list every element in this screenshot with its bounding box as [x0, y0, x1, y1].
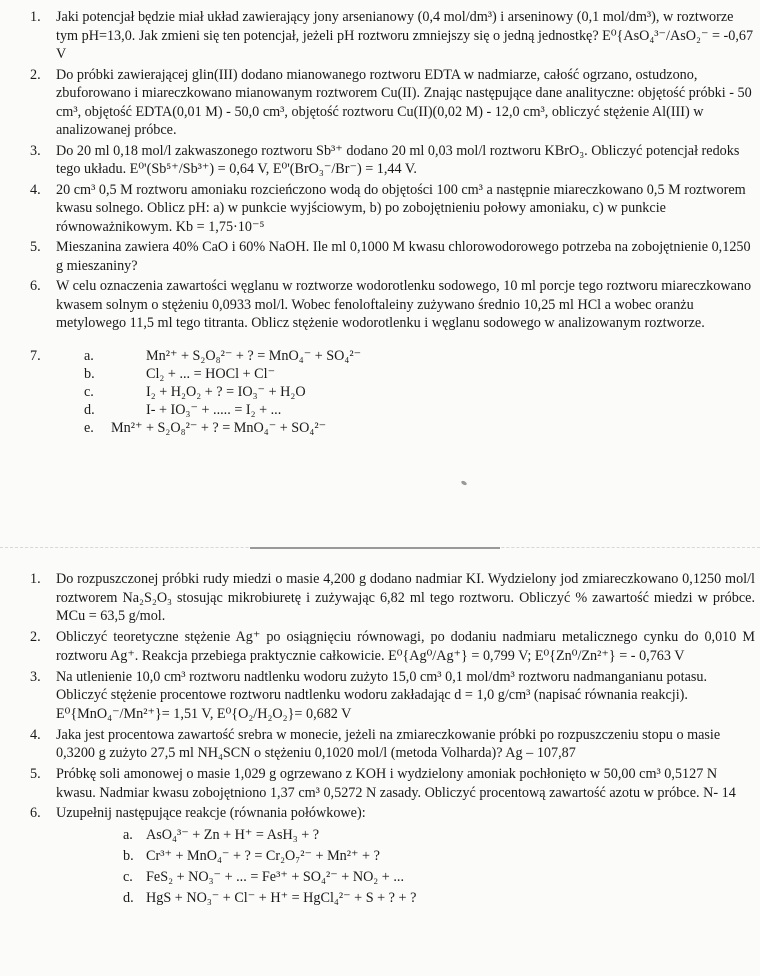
reaction-equation: I- + IO₃⁻ + ..... = I₂ + ... — [146, 401, 282, 418]
problem-number: 1. — [30, 571, 41, 587]
problem-item — [30, 142, 755, 179]
problem-text: 20 cm³ 0,5 M roztworu amoniaku rozcieńczono wodą do objętości 100 cm³ a następnie miareczkowano 0,5 M roztworem kwasu solnego. Oblicz pH: a) w punkcie wyjściowym, b) po zobojętnieniu połowy amoniaku, c) w punkcie równoważnikowym. Kb = 1,75·10⁻⁵ — [56, 181, 746, 235]
problem-number: 5. — [30, 766, 41, 783]
problem-item — [30, 570, 755, 626]
problem-text: Obliczyć teoretyczne stężenie Ag⁺ po osiągnięciu równowagi, po dodaniu nadmiaru metalicznego cynku do 0,010 M roztworu Ag⁺. Reakcja przebiega praktycznie całkowicie. E⁰{Ag⁰/Ag⁺} = 0,799 V; E⁰{Zn⁰/Zn²⁺} = - 0,763 V — [56, 629, 755, 664]
problem-item — [30, 628, 755, 665]
problem-number: 6. — [30, 278, 41, 294]
problem-number: 2. — [30, 629, 41, 646]
problem-number: 4. — [30, 726, 41, 743]
problem-item — [30, 277, 755, 333]
reaction-equation: HgS + NO₃⁻ + Cl⁻ + H⁺ = HgCl₄²⁻ + S + ? + ? — [146, 890, 417, 907]
reaction-item — [56, 867, 755, 888]
reaction-equation: I₂ + H₂O₂ + ? = IO₃⁻ + H₂O — [146, 383, 306, 400]
reaction-equation: Mn²⁺ + S₂O₈²⁻ + ? = MnO₄⁻ + SO₄²⁻ — [111, 419, 327, 436]
reaction-letter: c. — [84, 383, 94, 400]
reaction-equation: Cr³⁺ + MnO₄⁻ + ? = Cr₂O₇²⁻ + Mn²⁺ + ? — [146, 848, 380, 865]
problem-number: 7. — [30, 347, 41, 364]
problem-item-reactions — [30, 347, 755, 437]
problem-item — [30, 8, 755, 64]
problem-item — [30, 765, 755, 802]
reaction-letter: d. — [123, 890, 134, 907]
problem-text: Uzupełnij następujące reakcje (równania połówkowe): — [56, 805, 366, 822]
problem-text: Do próbki zawierającej glin(III) dodano mianowanego roztworu EDTA w nadmiarze, całość ogrzano, ostudzono, zbuforowano i miareczkowano mianowanym roztworem Cu(II). Znając następujące dane analityczne: objętość próbki - 50 cm³, objętość EDTA(0,01 M) - 50,0 cm³, objętość roztworu Cu(II)(0,02 M) - 12,0 cm³, obliczyć stężenie Al(III) w analizowanej próbce. — [56, 66, 752, 138]
problem-item-reactions — [30, 804, 755, 909]
reaction-letter: b. — [84, 365, 95, 382]
problem-number: 3. — [30, 142, 41, 159]
reaction-equation: Mn²⁺ + S₂O₈²⁻ + ? = MnO₄⁻ + SO₄²⁻ — [146, 347, 362, 364]
reaction-item — [56, 825, 755, 846]
reaction-letter: d. — [84, 401, 95, 418]
reaction-equation: AsO₄³⁻ + Zn + H⁺ = AsH₃ + ? — [146, 827, 320, 844]
problem-text: Do rozpuszczonej próbki rudy miedzi o masie 4,200 g dodano nadmiar KI. Wydzielony jod zmiareczkowano 0,1250 mol/l roztworem Na₂S₂O₃ stosując mikrobiuretę i zużywając 6,82 ml tego roztworu. Obliczyć % zawartość miedzi w próbce. MCu = 63,5 g/mol. — [56, 571, 755, 625]
problem-text: Jaki potencjał będzie miał układ zawierający jony arsenianowy (0,4 mol/dm³) i arseninowy (0,1 mol/dm³), w roztworze tym pH=13,0. Jak zmieni się ten potencjał, jeżeli pH roztworu zmniejszy się o jedną jednostkę? E⁰{AsO₄³⁻/AsO₂⁻ = -0,67 V — [56, 9, 754, 62]
problem-number: 1. — [30, 9, 41, 25]
reaction-item — [56, 419, 755, 437]
reaction-letter: a. — [84, 347, 94, 364]
section-divider-fold — [250, 547, 500, 549]
problem-text: Jaka jest procentowa zawartość srebra w monecie, jeżeli na zmiareczkowanie próbki po rozpuszczeniu stopu o masie 0,3200 g zużyto 27,5 ml NH₄SCN o stężeniu 0,1020 mol/l (metoda Volharda)? Ag – 107,87 — [56, 726, 721, 762]
problem-text: Na utlenienie 10,0 cm³ roztworu nadtlenku wodoru zużyto 15,0 cm³ 0,1 mol/dm³ roztworu nadmanganianu potasu. Obliczyć stężenie procentowe roztworu nadtlenku wodoru zakładając d = 1,0 g/cm³ (napisać równania reakcji). E⁰{MnO₄⁻/Mn²⁺}= 1,51 V, E⁰{O₂/H₂O₂}= 0,682 V — [56, 668, 708, 722]
problem-number: 4. — [30, 181, 41, 198]
problem-text: W celu oznaczenia zawartości węglanu w roztworze wodorotlenku sodowego, 10 ml porcje tego roztworu miareczkowano kwasem solnym o stężeniu 0,0933 mol/l. Wobec fenoloftaleiny zużywano średnio 10,25 ml HCl a wobec oranżu metylowego 11,5 ml tego titranta. Oblicz stężenie wodorotlenku i węglanu sodowego w analizowanym roztworze. — [56, 278, 752, 331]
scan-speck — [461, 480, 468, 486]
reaction-item — [56, 888, 755, 909]
problem-item — [30, 238, 755, 275]
problem-item — [30, 66, 755, 140]
problem-item — [30, 726, 755, 763]
problem-number: 6. — [30, 805, 41, 822]
problem-set-1 — [30, 8, 755, 439]
problem-item — [30, 181, 755, 237]
reaction-letter: a. — [123, 827, 133, 844]
problem-number: 5. — [30, 239, 41, 255]
problem-number: 3. — [30, 668, 41, 685]
reaction-equation: Cl₂ + ... = HOCl + Cl⁻ — [146, 365, 276, 382]
reaction-list — [56, 347, 755, 437]
problem-text: Próbkę soli amonowej o masie 1,029 g ogrzewano z KOH i wydzielony amoniak pochłonięto w 50,00 cm³ 0,5127 N kwasu. Nadmiar kwasu zobojętniono 1,37 cm³ 0,5272 N zasady. Obliczyć procentową zawartość azotu w próbce. N- 14 — [56, 766, 736, 801]
reaction-item — [56, 365, 755, 383]
reaction-item — [56, 401, 755, 419]
reaction-equation: FeS₂ + NO₃⁻ + ... = Fe³⁺ + SO₄²⁻ + NO₂ + ... — [146, 869, 404, 886]
reaction-list — [56, 825, 755, 909]
reaction-item — [56, 347, 755, 365]
reaction-item — [56, 383, 755, 401]
problem-text: Mieszanina zawiera 40% CaO i 60% NaOH. Ile ml 0,1000 M kwasu chlorowodorowego potrzeba na zobojętnienie 0,1250 g mieszaniny? — [56, 239, 751, 274]
reaction-letter: e. — [84, 419, 94, 436]
reaction-item — [56, 846, 755, 867]
problem-set-2 — [30, 570, 755, 911]
reaction-letter: c. — [123, 869, 133, 886]
problem-number: 2. — [30, 66, 41, 83]
reaction-letter: b. — [123, 848, 134, 865]
problem-text: Do 20 ml 0,18 mol/l zakwaszonego roztworu Sb³⁺ dodano 20 ml 0,03 mol/l roztworu KBrO₃. Obliczyć potencjał redoks tego układu. E⁰'(Sb⁵⁺/Sb³⁺) = 0,64 V, E⁰'(BrO₃⁻/Br⁻) = 1,44 V. — [56, 142, 740, 177]
problem-item — [30, 668, 755, 724]
